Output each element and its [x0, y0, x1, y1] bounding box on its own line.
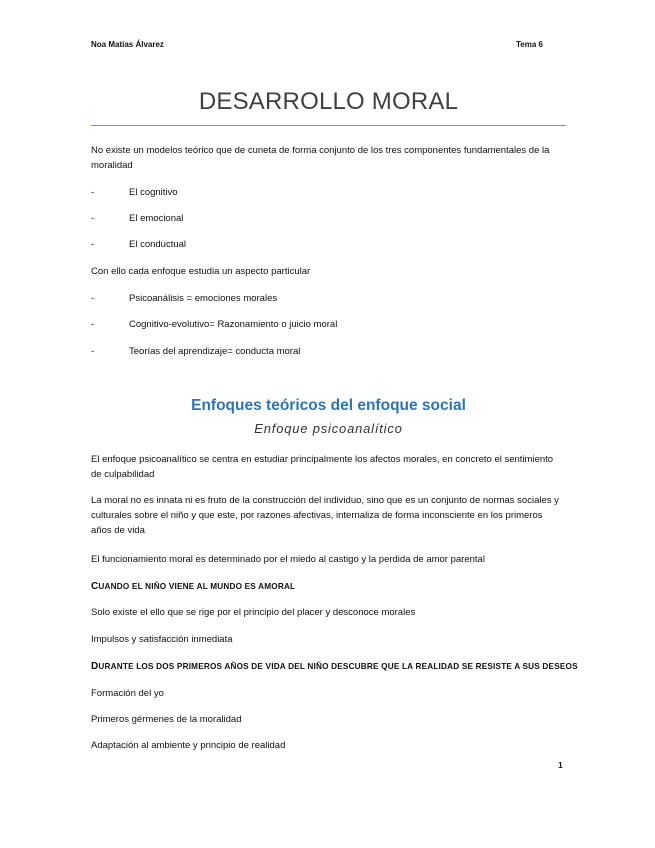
intro-paragraph: No existe un modelos teórico que de cuneta de forma conjunto de los tres componentes fundamentales de la moralidad — [91, 145, 550, 171]
section-subheading: Enfoque psicoanalítico — [254, 421, 403, 436]
header-topic: Tema 6 — [516, 40, 543, 49]
list-item — [91, 185, 178, 200]
list-item-text: Psicoanálisis = emociones morales — [129, 293, 278, 304]
body-paragraph: El funcionamiento moral es determinado por el miedo al castigo y la perdida de amor parental — [91, 554, 485, 565]
title-underline — [91, 125, 566, 126]
body-paragraph: Primeros gérmenes de la moralidad — [91, 714, 242, 725]
body-paragraph: Impulsos y satisfacción inmediata — [91, 634, 233, 645]
list-bullet: - — [91, 187, 95, 198]
list-bullet: - — [91, 346, 95, 357]
list-bullet: - — [91, 213, 95, 224]
list-item — [91, 291, 277, 306]
list-item — [91, 237, 186, 252]
list-item-text: El conductual — [129, 239, 187, 250]
page-title: DESARROLLO MORAL — [198, 88, 459, 115]
list-bullet: - — [91, 293, 95, 304]
smallcaps-heading: CUANDO EL NIÑO VIENE AL MUNDO ES AMORAL — [91, 581, 296, 592]
list-item-text: Cognitivo-evolutivo= Razonamiento o juicio moral — [129, 319, 338, 330]
list-bullet: - — [91, 239, 95, 250]
list-item-text: Teorías del aprendizaje= conducta moral — [129, 346, 301, 357]
body-paragraph: Formación del yo — [91, 688, 164, 699]
list-item — [91, 317, 337, 332]
list-item-text: El cognitivo — [129, 187, 178, 198]
page-number: 1 — [558, 760, 563, 770]
body-paragraph: Adaptación al ambiente y principio de realidad — [91, 740, 286, 751]
list-bullet: - — [91, 319, 95, 330]
list-item — [91, 344, 300, 359]
list-item — [91, 211, 183, 226]
list-item-text: El emocional — [129, 213, 184, 224]
smallcaps-heading: DURANTE LOS DOS PRIMEROS AÑOS DE VIDA DEL NIÑO DESCUBRE QUE LA REALIDAD SE RESISTE A SUS DESEOS — [91, 661, 578, 672]
body-paragraph: El enfoque psicoanalítico se centra en estudiar principalmente los afectos morales, en concreto el sentimiento de culpabilidad — [91, 454, 554, 480]
approach-paragraph: Con ello cada enfoque estudia un aspecto particular — [91, 266, 311, 277]
body-paragraph: Solo existe el ello que se rige por el principio del placer y desconoce morales — [91, 607, 416, 618]
section-heading: Enfoques teóricos del enfoque social — [191, 397, 466, 414]
body-paragraph: La moral no es innata ni es fruto de la construcción del individuo, sino que es un conjunto de normas sociales y culturales sobre el niño y que este, por razones afectivas, internaliza de forma inconsciente en los primeros años de vida — [91, 495, 559, 536]
header-author: Noa Matías Álvarez — [91, 40, 164, 49]
